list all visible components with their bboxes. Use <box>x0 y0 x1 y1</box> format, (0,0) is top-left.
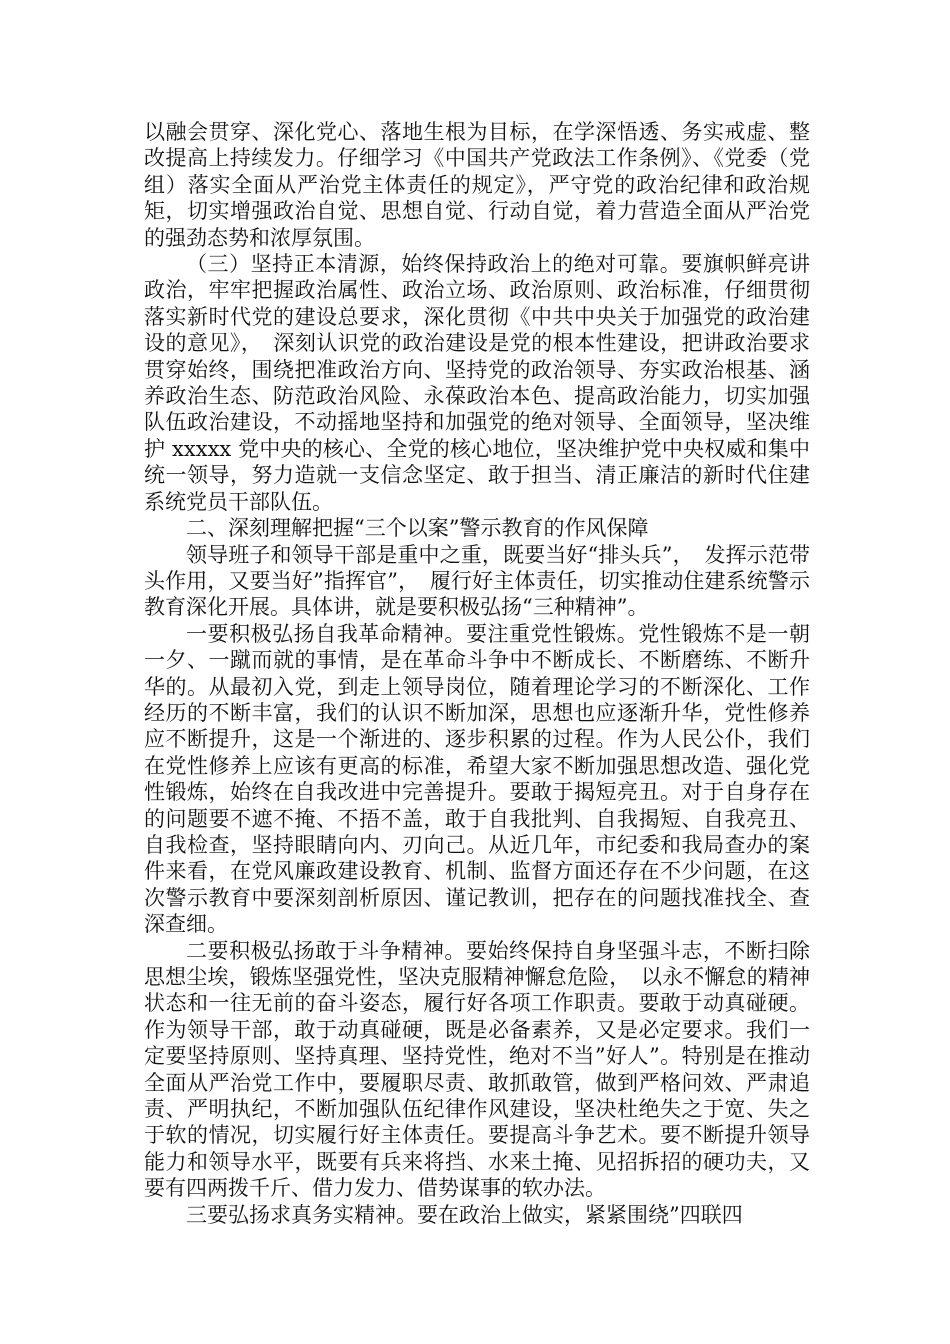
section-heading-2: 二、深刻理解把握“三个以案”警示教育的作风保障 <box>186 516 649 541</box>
document-page <box>144 119 810 1228</box>
paragraph-1: 以融会贯穿、深化党心、落地生根为目标，在学深悟透、务实戒虚、整改提高上持续发力。仔细学习《中国共产党政法工作条例》、《党委（党组）落实全面从严治党主体责任的规定》，严守党的政治纪律和政治规矩，切实增强政治自觉、思想自觉、行动自觉，着力营造全面从严治党的强劲态势和浓厚氛围。 <box>144 120 810 250</box>
paragraph-6: 三要弘扬求真务实精神。要在政治上做实，紧紧围绕”四联四 <box>186 1202 743 1227</box>
paragraph-2: （三）坚持正本清源，始终保持政治上的绝对可靠。要旗帜鲜亮讲政治，牢牢把握政治属性、政治立场、政治原则、政治标准，仔细贯彻落实新时代党的建设总要求，深化贯彻《中共中央关于加强党的政治建设的意见》， 深刻认识党的政治建设是党的根本性建设，把讲政治要求贯穿始终，围绕把准政治方向、坚持党的政治领导、夯实政治根基、涵养政治生态、防范政治风险、永葆政治本色、提高政治能力，切实加强队伍政治建设，不动摇地坚持和加强党的绝对领导、全面领导，坚决维护 xxxxx 党中央的核心、全党的核心地位，坚决维护党中央权威和集中统一领导，努力造就一支信念坚定、敢于担当、清正廉洁的新时代住建系统党员干部队伍。 <box>144 252 810 514</box>
paragraph-3: 领导班子和领导干部是重中之重，既要当好“排头兵”， 发挥示范带头作用，又要当好”指挥官”， 履行好主体责任，切实推动住建系统警示教育深化开展。具体讲，就是要积极弘扬“三种精神”。 <box>144 542 810 620</box>
paragraph-5: 二要积极弘扬敢于斗争精神。要始终保持自身坚强斗志，不断扫除思想尘埃，锻炼坚强党性，坚决克服精神懈怠危险， 以永不懈怠的精神状态和一往无前的奋斗姿态，履行好各项工作职责。要敢于动真碰硬。作为领导干部，敢于动真碰硬，既是必备素养，又是必定要求。我们一定要坚持原则、坚持真理、坚持党性，绝对不当”好人”。特别是在推动全面从严治党工作中，要履职尽责、敢抓敢管，做到严格问效、严肃追责、严明执纪，不断加强队伍纪律作风建设，坚决杜绝失之于宽、失之于软的情况，切实履行好主体责任。要提高斗争艺术。要不断提升领导能力和领导水平，既要有兵来将挡、水来土掩、见招拆招的硬功夫，又要有四两拨千斤、借力发力、借势谋事的软办法。 <box>144 938 810 1201</box>
paragraph-4: 一要积极弘扬自我革命精神。要注重党性锻炼。党性锻炼不是一朝一夕、一蹴而就的事情，是在革命斗争中不断成长、不断磨练、不断升华的。从最初入党，到走上领导岗位，随着理论学习的不断深化、工作经历的不断丰富，我们的认识不断加深，思想也应逐渐升华，党性修养应不断提升，这是一个渐进的、逐步积累的过程。作为人民公仆，我们在党性修养上应该有更高的标准，希望大家不断加强思想改造、强化党性锻炼，始终在自我改进中完善提升。要敢于揭短亮丑。对于自身存在的问题要不遮不掩、不捂不盖，敢于自我批判、自我揭短、自我亮丑、自我检查，坚持眼睛向内、刃向己。从近几年，市纪委和我局查办的案件来看，在党风廉政建设教育、机制、监督方面还存在不少问题，在这次警示教育中要深刻剖析原因、谨记教训，把存在的问题找准找全、查深查细。 <box>144 621 810 937</box>
